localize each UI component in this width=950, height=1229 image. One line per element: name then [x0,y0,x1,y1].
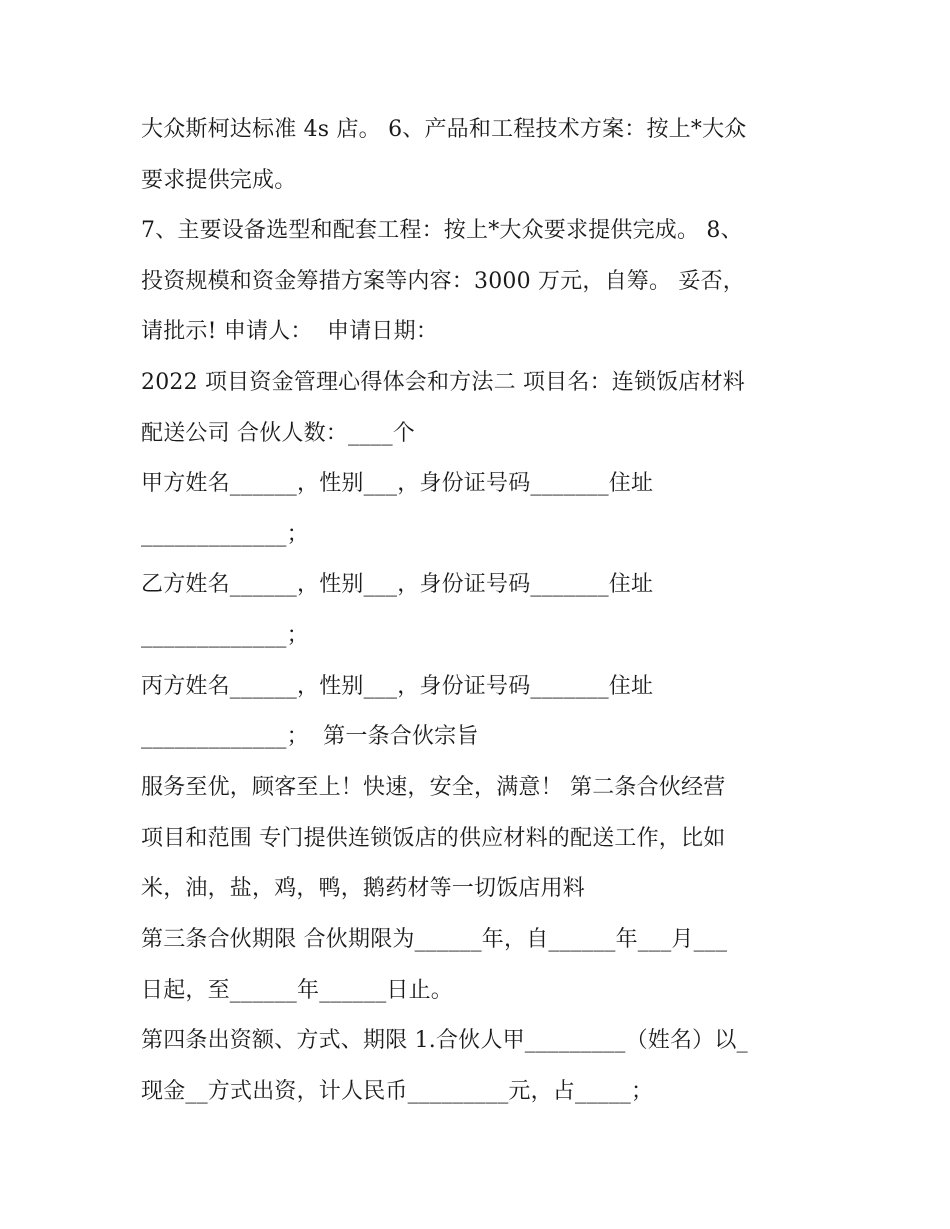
text-line-17: 第三条合伙期限 合伙期限为______年，自______年___月___ [141,927,728,952]
text-line-12: 丙方姓名______，性别___，身份证号码_______住址 [141,674,654,699]
text-line-6: 2022 项目资金管理心得体会和方法二 项目名：连锁饭店材料 [141,370,745,395]
text-line-5: 请批示! 申请人： 申请日期： [141,319,439,344]
text-line-11: _____________； [141,623,309,648]
text-line-16: 米，油，盐，鸡，鸭，鹅药材等一切饭店用料 [141,876,586,901]
text-line-15: 项目和范围 专门提供连锁饭店的供应材料的配送工作，比如 [141,826,726,851]
text-line-2: 要求提供完成。 [141,168,297,193]
text-line-18: 日起，至______年______日止。 [141,978,454,1003]
text-line-10: 乙方姓名______，性别___，身份证号码_______住址 [141,572,654,597]
text-line-8: 甲方姓名______，性别___，身份证号码_______住址 [141,471,654,496]
text-line-3: 7、主要设备选型和配套工程：按上*大众要求提供完成。 8、 [141,218,743,243]
text-line-19: 第四条出资额、方式、期限 1.合伙人甲_________（姓名）以_ [141,1028,748,1053]
text-line-14: 服务至优，顾客至上！快速，安全，满意！ 第二条合伙经营 [141,775,726,800]
text-line-4: 投资规模和资金筹措方案等内容：3000 万元，自筹。 妥否， [141,269,745,294]
text-line-1: 大众斯柯达标准 4s 店。 6、产品和工程技术方案：按上*大众 [141,117,747,142]
text-line-13: _____________； 第一条合伙宗旨 [141,724,479,749]
text-line-7: 配送公司 合伙人数：____个 [141,421,415,446]
text-line-20: 现金__方式出资，计人民币_________元，占_____； [141,1079,654,1104]
text-line-9: _____________； [141,522,309,547]
